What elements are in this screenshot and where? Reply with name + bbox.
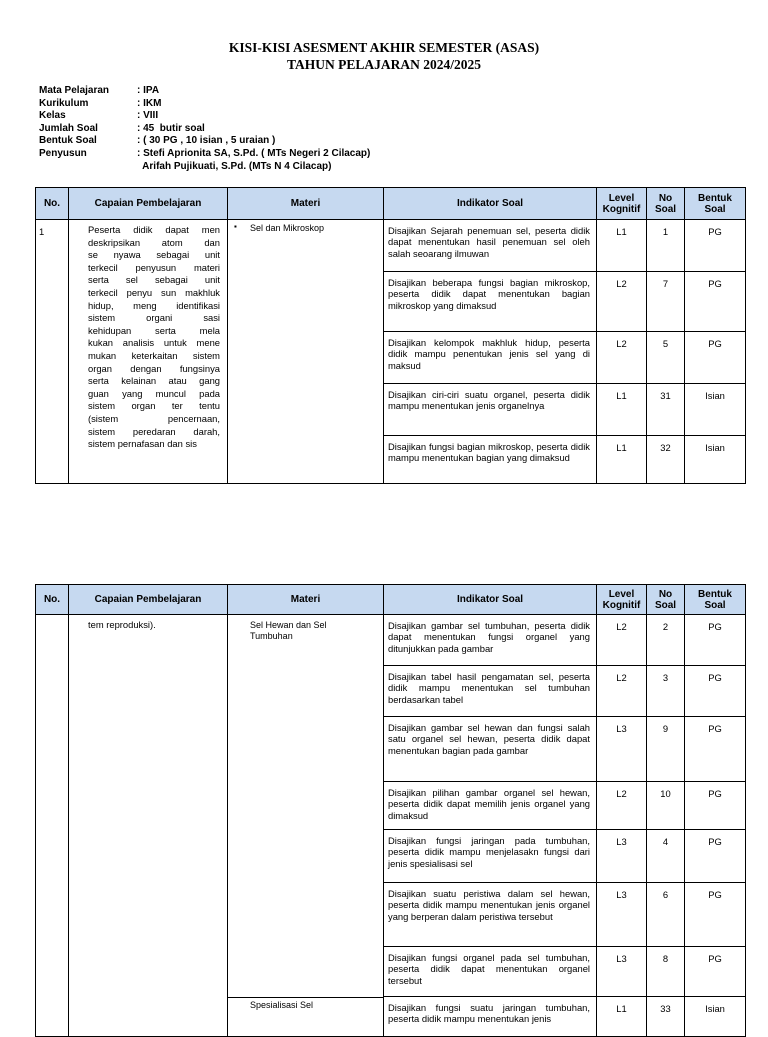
meta-row (39, 135, 370, 148)
materi-text: Spesialisasi Sel (250, 1000, 314, 1010)
meta-key: Penyusun (39, 147, 87, 159)
indikator-soal: Disajikan ciri-ciri suatu organel, peserta didik mampu menentukan jenis organelnya (384, 384, 597, 436)
indikator-soal: Disajikan Sejarah penemuan sel, peserta didik dapat menentukan hasil penemuan sel oleh salah seoarang ilmuwan (384, 220, 597, 272)
bentuk-soal: Isian (685, 997, 746, 1037)
level-kognitif: L1 (597, 384, 647, 436)
meta-row (39, 85, 370, 98)
meta-value: Arifah Pujikuati, S.Pd. (MTs N 4 Cilacap) (137, 160, 332, 172)
level-kognitif: L2 (597, 666, 647, 717)
meta-key: Kurikulum (39, 97, 89, 109)
materi-divider (228, 997, 383, 998)
nomor-soal: 8 (647, 947, 685, 997)
table-header-row (36, 188, 746, 220)
nomor-soal: 33 (647, 997, 685, 1037)
meta-key (39, 161, 137, 174)
capaian-line: sistem organ ter tentu (88, 400, 220, 412)
bentuk-soal: PG (685, 332, 746, 384)
level-kognitif: L3 (597, 830, 647, 883)
meta-key: Jumlah Soal (39, 122, 98, 134)
level-kognitif: L1 (597, 436, 647, 484)
bentuk-soal: PG (685, 615, 746, 666)
level-kognitif: L2 (597, 272, 647, 332)
bentuk-soal: PG (685, 220, 746, 272)
meta-value: : VIII (137, 110, 159, 122)
bentuk-soal: PG (685, 717, 746, 782)
capaian-line: serta kelainan atau gang (88, 375, 220, 387)
indikator-soal: Disajikan suatu peristiwa dalam sel hewan, peserta didik mampu menentukan jenis organel yang berperan dalam peristiwa tersebut (384, 883, 597, 947)
bentuk-soal: PG (685, 883, 746, 947)
indikator-soal: Disajikan kelompok makhluk hidup, peserta didik mampu penentukan jenis sel yang di maksud (384, 332, 597, 384)
capaian-pembelajaran (69, 220, 228, 484)
header-materi: Materi (228, 585, 384, 615)
nomor-soal: 3 (647, 666, 685, 717)
capaian-line: sistem organi sasi (88, 312, 220, 324)
capaian-line: deskripsikan atom dan (88, 236, 220, 248)
row-number (36, 615, 69, 1037)
bentuk-soal: PG (685, 947, 746, 997)
level-kognitif: L2 (597, 332, 647, 384)
indikator-soal: Disajikan gambar sel hewan dan fungsi salah satu organel sel hewan, peserta didik dapat menentukan bagian pada gambar (384, 717, 597, 782)
meta-value: : IKM (137, 97, 162, 109)
capaian-line: (sistem pencernaan, (88, 412, 220, 424)
level-kognitif: L2 (597, 782, 647, 830)
table-row (36, 615, 746, 666)
header-level: Level Kognitif (597, 188, 647, 220)
document-meta (39, 85, 370, 173)
header-bentuk-soal: Bentuk Soal (685, 188, 746, 220)
capaian-line: mukan keterkaitan sistem (88, 349, 220, 361)
meta-value: : 45 butir soal (137, 122, 205, 134)
capaian-pembelajaran: tem reproduksi). (69, 615, 228, 1037)
header-capaian: Capaian Pembelajaran (69, 188, 228, 220)
capaian-line: hidup, meng identifikasi (88, 299, 220, 311)
row-number: 1 (36, 220, 69, 484)
header-indikator: Indikator Soal (384, 585, 597, 615)
header-no-soal: No Soal (647, 188, 685, 220)
nomor-soal: 32 (647, 436, 685, 484)
indikator-soal: Disajikan pilihan gambar organel sel hewan, peserta didik dapat memilih jenis organel yang dimaksud (384, 782, 597, 830)
header-bentuk-soal: Bentuk Soal (685, 585, 746, 615)
capaian-line: organ dengan fungsinya (88, 362, 220, 374)
nomor-soal: 1 (647, 220, 685, 272)
capaian-line: guan yang muncul pada (88, 387, 220, 399)
materi-text: ▪ Sel dan Mikroskop (250, 223, 324, 233)
bentuk-soal: Isian (685, 436, 746, 484)
meta-row (39, 123, 370, 136)
level-kognitif: L1 (597, 997, 647, 1037)
level-kognitif: L3 (597, 883, 647, 947)
document-subtitle: TAHUN PELAJARAN 2024/2025 (286, 57, 481, 72)
indikator-soal: Disajikan fungsi organel pada sel tumbuhan, peserta didik dapat menentukan organel tersebut (384, 947, 597, 997)
indikator-soal: Disajikan beberapa fungsi bagian mikroskop, peserta didik dapat menentukan bagian mikroskop yang dimaksud (384, 272, 597, 332)
capaian-line: terkecil penyusun materi (88, 261, 220, 273)
nomor-soal: 7 (647, 272, 685, 332)
header-level: Level Kognitif (597, 585, 647, 615)
table-row (36, 220, 746, 272)
indikator-soal: Disajikan tabel hasil pengamatan sel, peserta didik mampu menentukan sel tumbuhan berdasarkan tabel (384, 666, 597, 717)
level-kognitif: L3 (597, 947, 647, 997)
meta-row (39, 98, 370, 111)
bentuk-soal: PG (685, 830, 746, 883)
indikator-soal: Disajikan fungsi bagian mikroskop, peserta didik mampu menentukan bagian yang dimaksud (384, 436, 597, 484)
capaian-line: se nyawa sebagai unit (88, 249, 220, 261)
meta-row (39, 110, 370, 123)
nomor-soal: 2 (647, 615, 685, 666)
indikator-soal: Disajikan fungsi suatu jaringan tumbuhan, peserta didik mampu menentukan jenis (384, 997, 597, 1037)
materi-text: Sel Hewan dan Sel Tumbuhan (250, 620, 327, 641)
capaian-line: terkecil penyu sun makhluk (88, 286, 220, 298)
materi-cell (228, 615, 384, 1037)
bentuk-soal: PG (685, 666, 746, 717)
nomor-soal: 10 (647, 782, 685, 830)
nomor-soal: 5 (647, 332, 685, 384)
level-kognitif: L3 (597, 717, 647, 782)
nomor-soal: 31 (647, 384, 685, 436)
capaian-line: Peserta didik dapat men (88, 224, 220, 235)
level-kognitif: L1 (597, 220, 647, 272)
meta-key: Bentuk Soal (39, 135, 97, 147)
bentuk-soal: PG (685, 782, 746, 830)
header-capaian: Capaian Pembelajaran (69, 585, 228, 615)
header-no: No. (36, 585, 69, 615)
nomor-soal: 9 (647, 717, 685, 782)
header-no-soal: No Soal (647, 585, 685, 615)
meta-value: : IPA (137, 85, 160, 96)
nomor-soal: 6 (647, 883, 685, 947)
indikator-soal: Disajikan fungsi jaringan pada tumbuhan, peserta didik mampu menjelasakn fungsi dari jenis spesialisasi sel (384, 830, 597, 883)
header-materi: Materi (228, 188, 384, 220)
meta-value: : ( 30 PG , 10 isian , 5 uraian ) (137, 135, 276, 147)
meta-row (39, 148, 370, 161)
header-no: No. (36, 188, 69, 220)
meta-key: Kelas (39, 110, 66, 122)
table-header-row (36, 585, 746, 615)
kisi-kisi-table-2 (35, 584, 746, 1037)
indikator-soal: Disajikan gambar sel tumbuhan, peserta didik dapat menentukan fungsi organel yang ditunjukkan pada gambar (384, 615, 597, 666)
meta-row (39, 161, 370, 174)
meta-value: : Stefi Aprionita SA, S.Pd. ( MTs Negeri 2 Cilacap) (137, 147, 371, 159)
bentuk-soal: PG (685, 272, 746, 332)
bentuk-soal: Isian (685, 384, 746, 436)
materi-cell (228, 220, 384, 484)
capaian-line: kukan analisis untuk mene (88, 337, 220, 349)
meta-key: Mata Pelajaran (39, 85, 110, 96)
capaian-line: kehidupan serta mela (88, 324, 220, 336)
nomor-soal: 4 (647, 830, 685, 883)
header-indikator: Indikator Soal (384, 188, 597, 220)
document-title: KISI-KISI ASESMENT AKHIR SEMESTER (ASAS) (228, 40, 540, 55)
capaian-line: sistem pernafasan dan sis (88, 438, 197, 450)
capaian-line: sistem peredaran darah, (88, 425, 220, 437)
kisi-kisi-table-1 (35, 187, 746, 484)
capaian-line: serta sel sebagai unit (88, 274, 220, 286)
level-kognitif: L2 (597, 615, 647, 666)
